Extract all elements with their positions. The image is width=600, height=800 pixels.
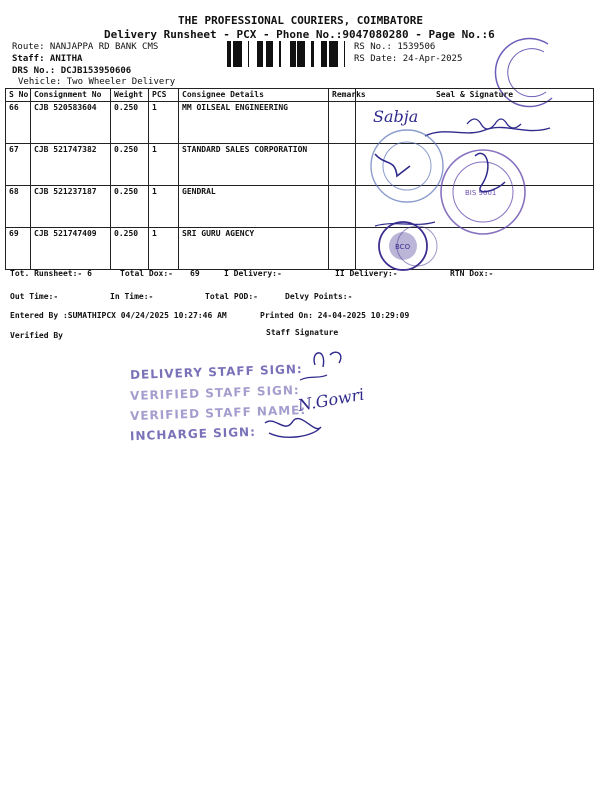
- runsheet-subtitle: Delivery Runsheet - PCX - Phone No.:9047080280 - Page No.:6: [104, 28, 495, 41]
- cell-weight: 0.250: [111, 102, 149, 144]
- cell-consignee: SRI GURU AGENCY: [179, 228, 329, 270]
- col-seal-signature: Seal & Signature: [356, 89, 594, 102]
- drs-number: DRS No.: DCJB153950606: [12, 66, 132, 76]
- i-delivery: I Delivery:-: [224, 269, 282, 278]
- staff-label: Staff: ANITHA: [12, 54, 83, 64]
- ii-delivery: II Delivery:-: [335, 269, 398, 278]
- stamp-verified-name: VERIFIED STAFF NAME:: [129, 402, 307, 424]
- vehicle-label: Vehicle: Two Wheeler Delivery: [18, 77, 176, 87]
- cell-consignee: MM OILSEAL ENGINEERING: [179, 102, 329, 144]
- rs-number: RS No.: 1539506: [354, 42, 436, 52]
- cell-weight: 0.250: [111, 144, 149, 186]
- verified-by: Verified By: [10, 331, 63, 340]
- barcode-icon: [227, 41, 345, 67]
- cell-remarks: [329, 102, 356, 144]
- rtn-dox: RTN Dox:-: [450, 269, 494, 278]
- seals-signatures-icon: [355, 96, 590, 271]
- cell-remarks: [329, 186, 356, 228]
- cell-consignee: STANDARD SALES CORPORATION: [179, 144, 329, 186]
- staff-signature-label: Staff Signature: [266, 328, 339, 337]
- stamp-delivery-sign: DELIVERY STAFF SIGN:: [129, 361, 303, 383]
- cell-sno: 69: [6, 228, 31, 270]
- stamp-verified-sign: VERIFIED STAFF SIGN:: [129, 383, 300, 403]
- cell-consignment: CJB 521237187: [31, 186, 111, 228]
- col-consignee: Consignee Details: [179, 89, 329, 102]
- cell-consignment: CJB 521747409: [31, 228, 111, 270]
- col-remarks: Remarks: [329, 89, 356, 102]
- cell-pcs: 1: [149, 144, 179, 186]
- cell-pcs: 1: [149, 102, 179, 144]
- staff-name-handwritten: N.Gowri: [296, 384, 366, 415]
- cell-consignment: CJB 520583604: [31, 102, 111, 144]
- total-pod: Total POD:-: [205, 292, 258, 301]
- total-dox-value: 69: [190, 269, 200, 278]
- col-pcs: PCS: [149, 89, 179, 102]
- company-title: THE PROFESSIONAL COURIERS, COIMBATORE: [178, 14, 424, 27]
- entered-by: Entered By :SUMATHIPCX 04/24/2025 10:27:46 AM: [10, 311, 227, 320]
- cell-remarks: [329, 228, 356, 270]
- out-time: Out Time:-: [10, 292, 59, 301]
- route-label: Route: NANJAPPA RD BANK CMS: [12, 42, 159, 52]
- cell-sno: 67: [6, 144, 31, 186]
- col-sno: S No: [6, 89, 31, 102]
- cell-pcs: 1: [149, 186, 179, 228]
- col-weight: Weight: [111, 89, 149, 102]
- signature-icon: Sabja: [373, 107, 419, 126]
- cell-pcs: 1: [149, 228, 179, 270]
- cell-sno: 68: [6, 186, 31, 228]
- svg-text:BIS 9001: BIS 9001: [465, 189, 497, 197]
- cell-sno: 66: [6, 102, 31, 144]
- cell-consignment: CJB 521747382: [31, 144, 111, 186]
- cell-weight: 0.250: [111, 186, 149, 228]
- col-consignment: Consignment No: [31, 89, 111, 102]
- stamp-incharge-sign: INCHARGE SIGN:: [129, 424, 257, 444]
- cell-consignee: GENDRAL: [179, 186, 329, 228]
- rs-date: RS Date: 24-Apr-2025: [354, 54, 463, 64]
- cell-remarks: [329, 144, 356, 186]
- in-time: In Time:-: [110, 292, 154, 301]
- cell-weight: 0.250: [111, 228, 149, 270]
- total-dox-label: Total Dox:-: [120, 269, 173, 278]
- svg-text:BCO: BCO: [395, 243, 411, 251]
- delvy-points: Delvy Points:-: [285, 292, 353, 301]
- printed-on: Printed On: 24-04-2025 10:29:09: [260, 311, 410, 320]
- handwritten-signatures-icon: [255, 345, 365, 450]
- tot-runsheet: Tot. Runsheet:- 6: [10, 269, 92, 278]
